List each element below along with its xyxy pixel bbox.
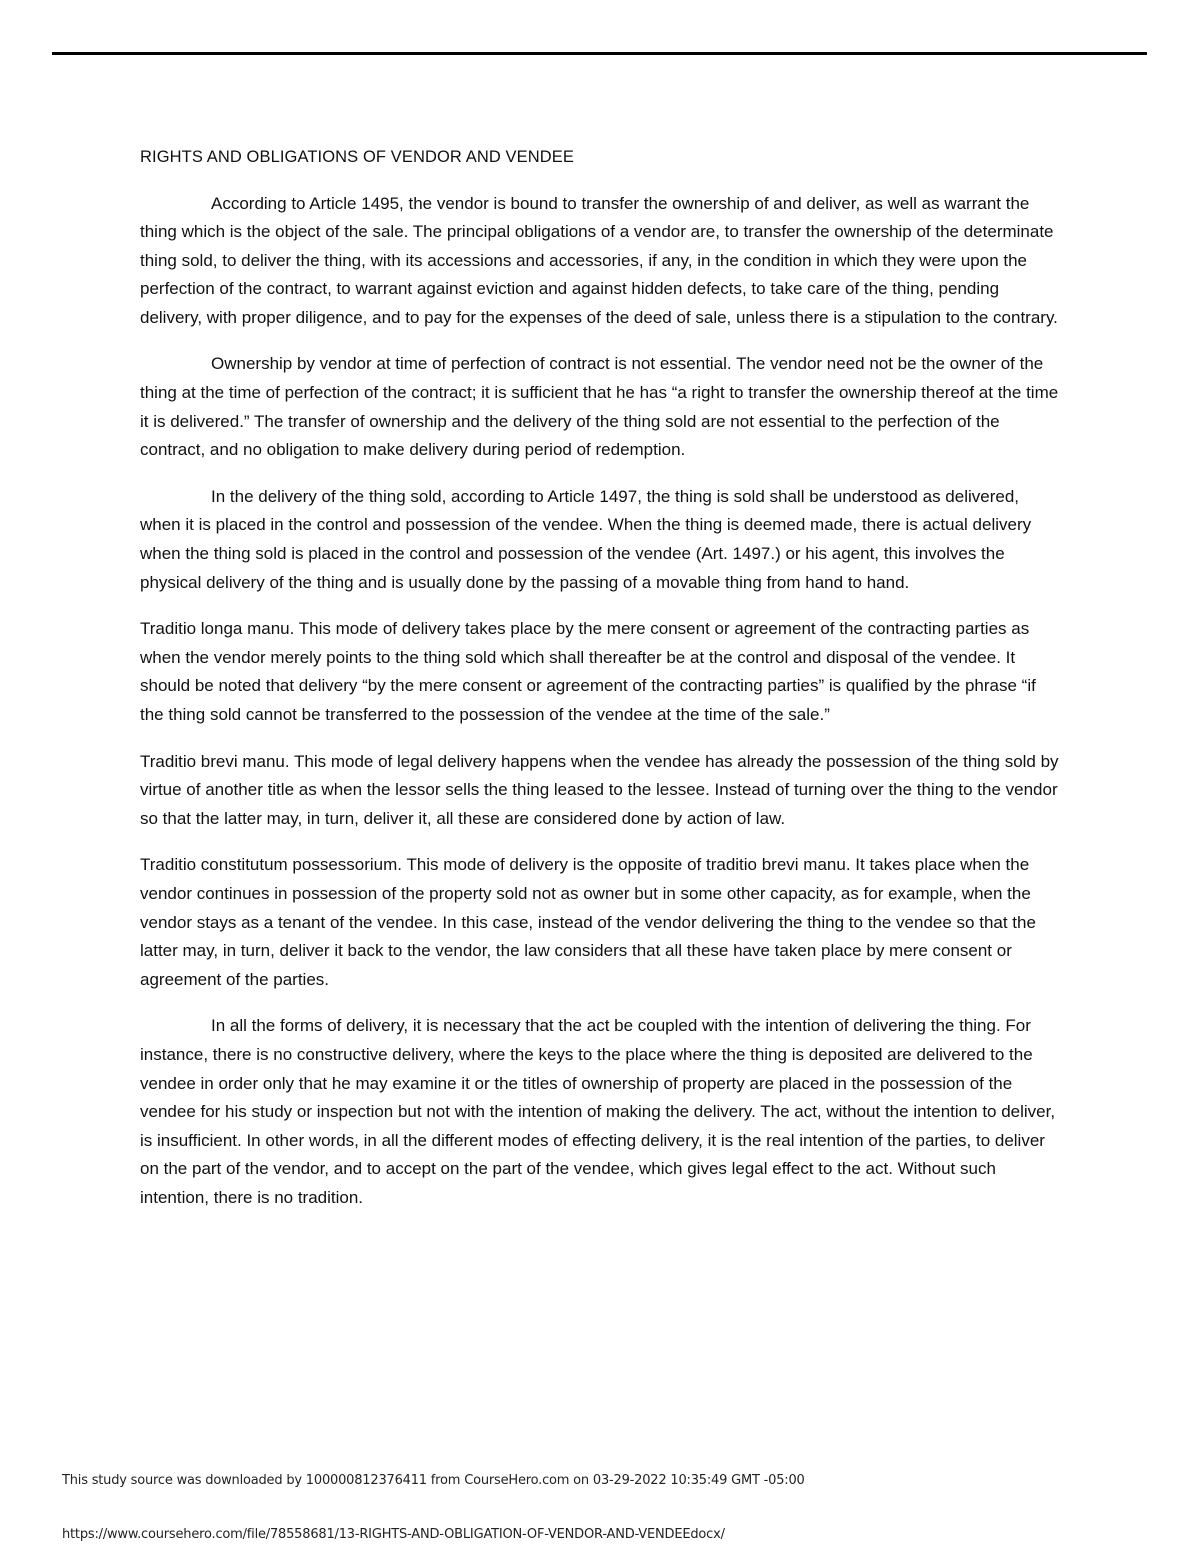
paragraph-ownership-by-vendor: Ownership by vendor at time of perfection of contract is not essential. The vendor need not be the owner of the thing at the time of perfection of the contract; it is sufficient that he has “a right to transfer the ownership thereof at the time it is delivered.” The transfer of ownership and the delivery of the thing sold are not essential to the perfection of the contract, and no obligation to make delivery during period of redemption. [140,354,1059,460]
paragraph-delivery-article-1497: In the delivery of the thing sold, according to Article 1497, the thing is sold shall be understood as delivered, when it is placed in the control and possession of the vendee. When the thing is deemed made, there is actual delivery when the thing sold is placed in the control and possession of the vendee (Art. 1497.) or his agent, this involves the physical delivery of the thing and is usually done by the passing of a movable thing from hand to hand. [140,486,1032,592]
download-source-notice: This study source was downloaded by 100000812376411 from CourseHero.com on 03-29-2022 10:35:49 GMT -05:00 [62,1473,805,1488]
paragraph-traditio-longa-manu: Traditio longa manu. This mode of delivery takes place by the mere consent or agreement of the contracting parties as when the vendor merely points to the thing sold which shall thereafter be at the control and disposal of the vendee. It should be noted that delivery “by the mere consent or agreement of the contracting parties” is qualified by the phrase “if the thing sold cannot be transferred to the possession of the vendee at the time of the sale.” [140,619,1036,724]
paragraph-traditio-constitutum-possessorium: Traditio constitutum possessorium. This mode of delivery is the opposite of traditio brevi manu. It takes place when the vendor continues in possession of the property sold not as owner but in some other capacity, as for example, when the vendor stays as a tenant of the vendee. In this case, instead of the vendor delivering the thing to the vendee so that the latter may, in turn, deliver it back to the vendor, the law considers that all these have taken place by mere consent or agreement of the parties. [140,855,1036,989]
paragraph-intention-of-delivery: In all the forms of delivery, it is necessary that the act be coupled with the intention of delivering the thing. For instance, there is no constructive delivery, where the keys to the place where the thing is deposited are delivered to the vendee in order only that he may examine it or the titles of ownership of property are placed in the possession of the vendee for his study or inspection but not with the intention of making the delivery. The act, without the intention to deliver, is insufficient. In other words, in all the different modes of effecting delivery, it is the real intention of the parties, to deliver on the part of the vendor, and to accept on the part of the vendee, which gives legal effect to the act. Without such intention, there is no tradition. [140,1016,1056,1207]
paragraph-traditio-brevi-manu: Traditio brevi manu. This mode of legal delivery happens when the vendee has already the possession of the thing sold by virtue of another title as when the lessor sells the thing leased to the lessee. Instead of turning over the thing to the vendor so that the latter may, in turn, deliver it, all these are considered done by action of law. [140,751,1059,828]
header-rule [52,52,1147,55]
paragraph-vendor-obligations: According to Article 1495, the vendor is bound to transfer the ownership of and deliver, as well as warrant the thing which is the object of the sale. The principal obligations of a vendor are, to transfer the ownership of the determinate thing sold, to deliver the thing, with its accessions and accessories, if any, in the condition in which they were upon the perfection of the contract, to warrant against eviction and against hidden defects, to take care of the thing, pending delivery, with proper diligence, and to pay for the expenses of the deed of sale, unless there is a stipulation to the contrary. [140,193,1058,327]
document-body [140,143,1060,1231]
source-url[interactable]: https://www.coursehero.com/file/78558681/13-RIGHTS-AND-OBLIGATION-OF-VENDOR-AND-VENDEEdocx/ [62,1527,725,1542]
document-title: RIGHTS AND OBLIGATIONS OF VENDOR AND VENDEE [140,148,574,166]
